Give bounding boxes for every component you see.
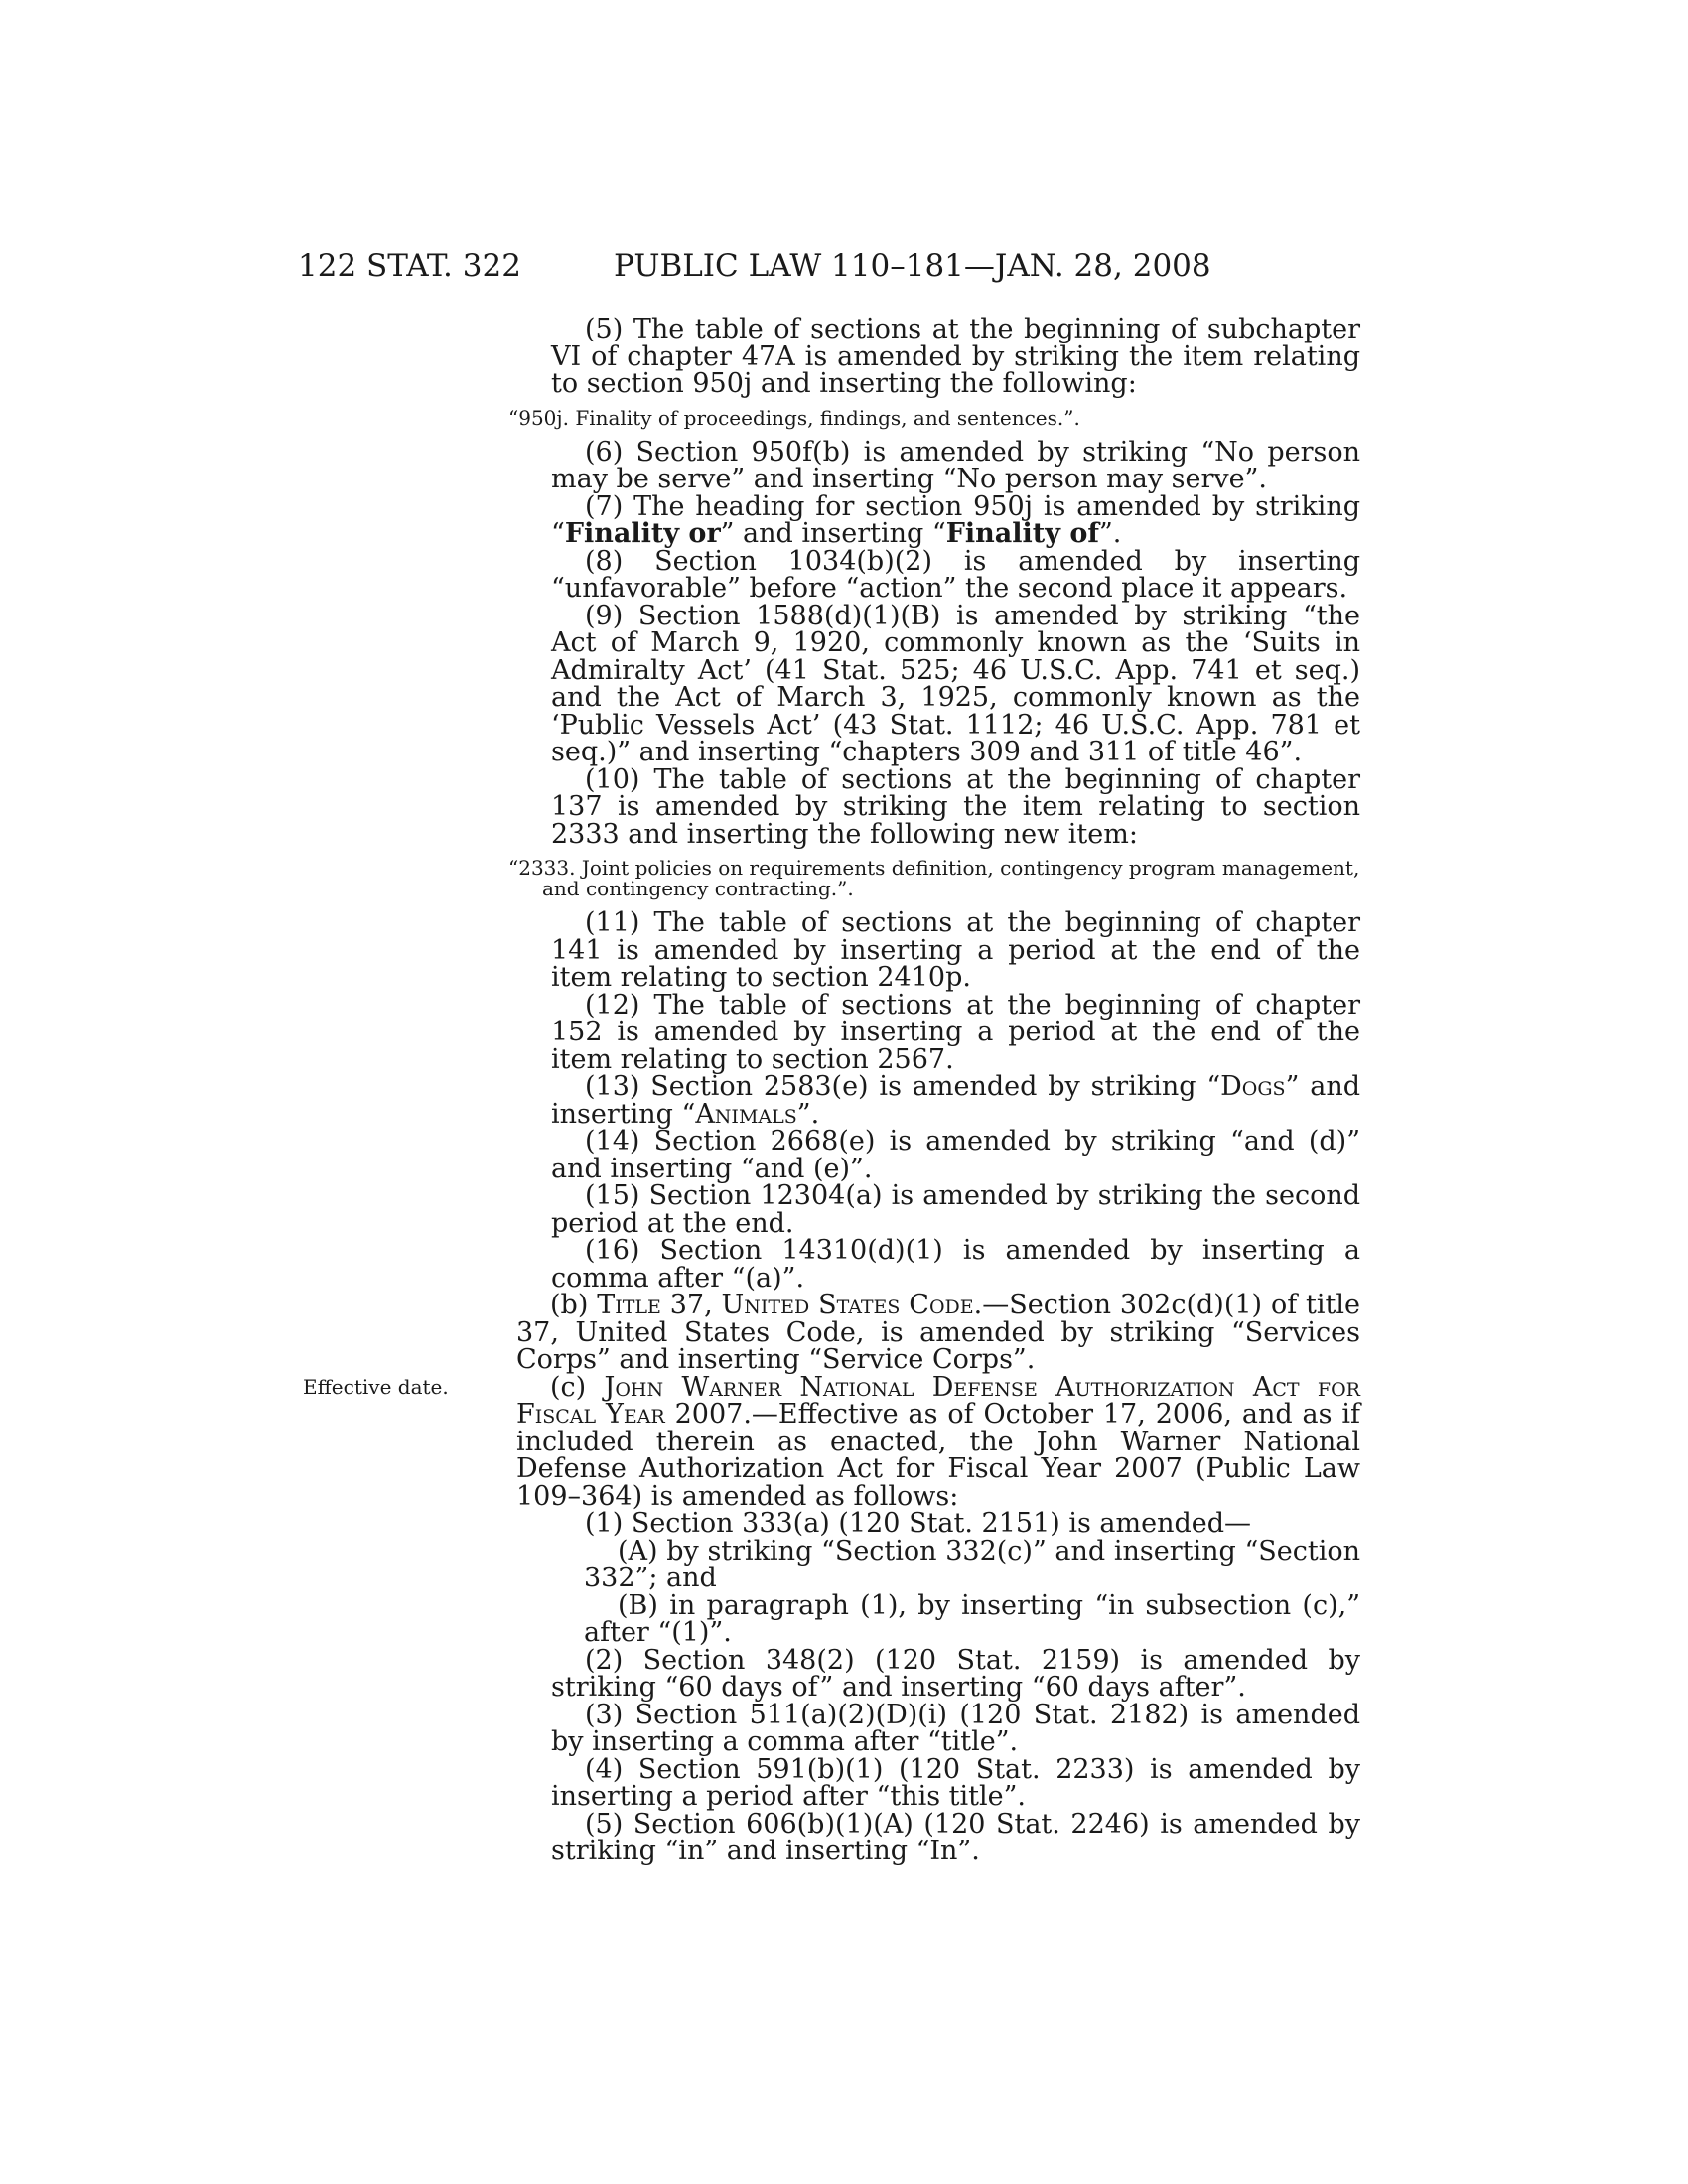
table-item-950j: “950j. Finality of proceedings, findings, and sentences.”. [508, 405, 1080, 430]
struck-word: Dogs [1220, 1071, 1286, 1102]
paragraph-11: (11) The table of sections at the beginning of chapter 141 is amended by inserting a period at the end of the item relating to section 2410p. [551, 907, 1360, 993]
subsection-c-heading: John Warner National Defense Authorization Act for Fiscal Year 2007 [516, 1371, 1360, 1430]
c-paragraph-5: (5) Section 606(b)(1)(A) (120 Stat. 2246) is amended by striking “in” and inserting “In”. [551, 1808, 1360, 1866]
paragraph-5: (5) The table of sections at the beginning of subchapter VI of chapter 47A is amended by striking the item relating to section 950j and inserting the following: [551, 314, 1360, 399]
paragraph-12: (12) The table of sections at the beginning of chapter 152 is amended by inserting a period at the end of the item relating to section 2567. [551, 989, 1360, 1075]
paragraph-16: (16) Section 14310(d)(1) is amended by inserting a comma after “(a)”. [551, 1235, 1360, 1294]
c-subparagraph-1-A: (A) by striking “Section 332(c)” and inserting “Section 332”; and [584, 1535, 1360, 1593]
subsection-c: Effective date. (c) John Warner National Defense Authorization Act for Fiscal Year 2007.—Effective as of October 17, 2006, and as if included therein as enacted, the John Warner National Defense Authorization Act for Fiscal Year 2007 (Public Law 109–364) is amended as follows: [303, 1371, 1360, 1512]
c-paragraph-4: (4) Section 591(b)(1) (120 Stat. 2233) is amended by inserting a period after “this title”. [551, 1753, 1360, 1812]
subsection-b: (b) Title 37, United States Code.—Section 302c(d)(1) of title 37, United States Code, is amended by striking “Services Corps” and inserting “Service Corps”. [516, 1290, 1360, 1375]
paragraph-14: (14) Section 2668(e) is amended by striking “and (d)” and inserting “and (e)”. [551, 1126, 1360, 1184]
paragraph-15: (15) Section 12304(a) is amended by striking the second period at the end. [551, 1180, 1360, 1239]
table-item-2333: “2333. Joint policies on requirements definition, contingency program management, and contingency contracting.”. [508, 856, 1360, 900]
document-body [0, 316, 1688, 1865]
paragraph-13: (13) Section 2583(e) is amended by striking “Dogs” and inserting “Animals”. [551, 1071, 1360, 1130]
page-reference: 122 STAT. 322 [298, 248, 521, 284]
law-title-header: PUBLIC LAW 110–181—JAN. 28, 2008 [614, 248, 1211, 284]
c-subparagraph-1-B: (B) in paragraph (1), by inserting “in subsection (c),” after “(1)”. [584, 1589, 1360, 1648]
paragraph-7: (7) The heading for section 950j is amended by striking “Finality or” and inserting “Finality of”. [551, 490, 1360, 549]
margin-note: Effective date. [303, 1374, 449, 1399]
subsection-b-heading: Title 37, United States Code [597, 1290, 974, 1320]
c-paragraph-2: (2) Section 348(2) (120 Stat. 2159) is amended by striking “60 days of” and inserting “60 days after”. [551, 1644, 1360, 1703]
c-paragraph-1: (1) Section 333(a) (120 Stat. 2151) is amended— [585, 1508, 1252, 1539]
inserted-text-bold: Finality of [945, 518, 1099, 549]
paragraph-9: (9) Section 1588(d)(1)(B) is amended by striking “the Act of March 9, 1920, commonly known as the ‘Suits in Admiralty Act’ (41 Stat. 525; 46 U.S.C. App. 741 et seq.) and the Act of March 3, 1925, commonly known as the ‘Public Vessels Act’ (43 Stat. 1112; 46 U.S.C. App. 781 et seq.)” and inserting “chapters 309 and 311 of title 46”. [551, 600, 1360, 767]
struck-text-bold: Finality or [564, 518, 721, 549]
paragraph-10: (10) The table of sections at the beginning of chapter 137 is amended by striking the item relating to section 2333 and inserting the following new item: [551, 763, 1360, 850]
inserted-word: Animals [695, 1098, 797, 1130]
c-paragraph-3: (3) Section 511(a)(2)(D)(i) (120 Stat. 2182) is amended by inserting a comma after “title”. [551, 1699, 1360, 1757]
paragraph-8: (8) Section 1034(b)(2) is amended by inserting “unfavorable” before “action” the second place it appears. [551, 545, 1360, 604]
paragraph-6: (6) Section 950f(b) is amended by striking “No person may be serve” and inserting “No person may serve”. [551, 436, 1360, 494]
